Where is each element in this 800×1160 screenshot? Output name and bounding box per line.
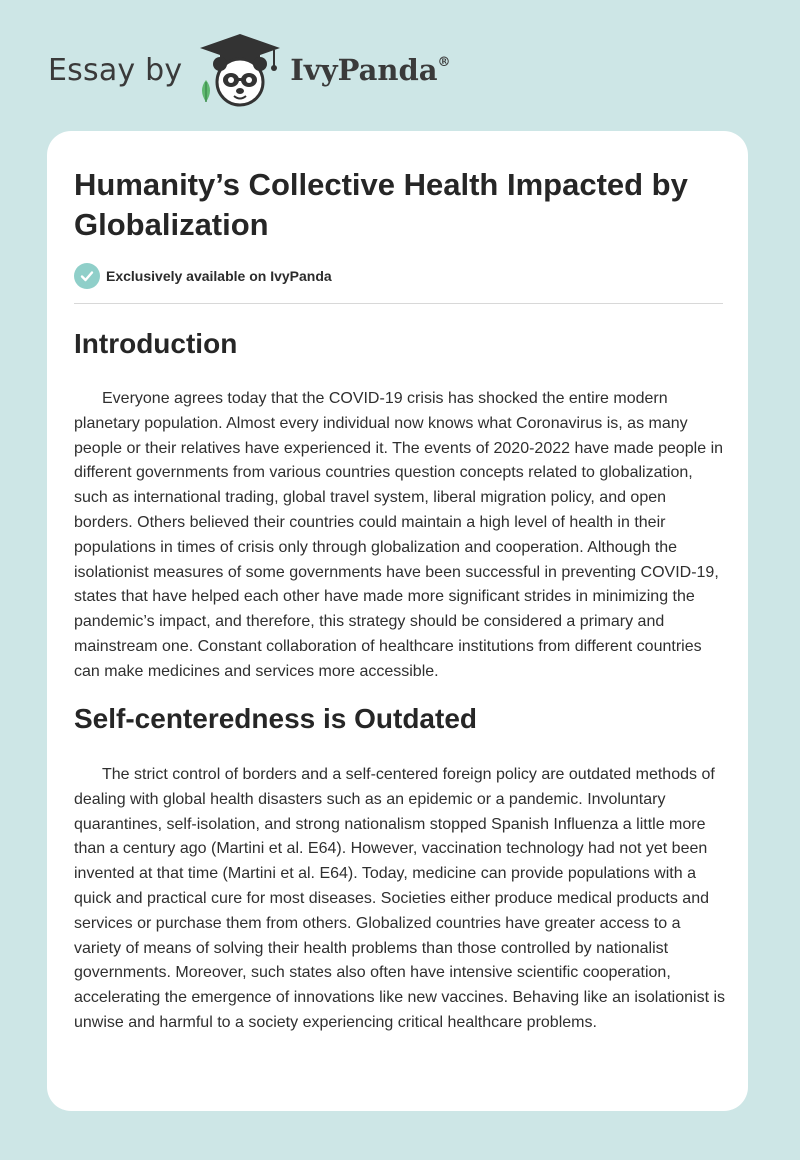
section-heading-self-centeredness: Self-centeredness is Outdated bbox=[74, 703, 478, 734]
essay-title: Humanity’s Collective Health Impacted by Globalization bbox=[74, 167, 688, 242]
panda-graduate-icon[interactable] bbox=[196, 32, 284, 108]
divider bbox=[74, 303, 723, 304]
section-heading-introduction: Introduction bbox=[74, 328, 238, 359]
essay-by-label: Essay by bbox=[48, 52, 183, 88]
site-header bbox=[48, 30, 451, 110]
essay-card bbox=[47, 131, 748, 1111]
section-paragraph-introduction: Everyone agrees today that the COVID-19 crisis has shocked the entire modern planetary population. Almost every individual now knows what Coronavirus is, as many people or their relatives have experienced it. The events of 2020-2022 have made people in different governments from various countries question concepts related to globalization, such as international trading, global travel system, liberal migration policy, and open borders. Others believed their countries could maintain a high level of health in their populations in times of crisis only through globalization and cooperation. Although the isolationist measures of some governments have been successful in preventing COVID-19, states that have helped each other have made more significant strides in minimizing the pandemic’s impact, and therefore, this strategy should be considered a primary and mainstream one. Constant collaboration of healthcare institutions from different countries can make medicines and services more accessible. bbox=[74, 390, 724, 680]
section-paragraph-self-centeredness: The strict control of borders and a self-centered foreign policy are outdated methods of dealing with global health disasters such as an epidemic or a pandemic. Involuntary quarantines, self-isolation, and strong nationalism stopped Spanish Influenza a little more than a century ago (Martini et al. E64). However, vaccination technology had not yet been invented at that time (Martini et al. E64). Today, medicine can provide populations with a quick and practical cure for most diseases. Societies either produce medical products and services or purchase them from others. Globalized countries have greater access to a variety of means of solving their health problems than those controlled by nationalist governments. Moreover, such states also often have intensive scientific cooperation, accelerating the emergence of innovations like new vaccines. Behaving like an isolationist is unwise and harmful to a society experiencing critical healthcare problems. bbox=[74, 766, 726, 1031]
exclusive-label: Exclusively available on IvyPanda bbox=[106, 268, 332, 284]
brand-name[interactable]: IvyPanda® bbox=[290, 53, 451, 87]
exclusive-badge bbox=[74, 263, 332, 289]
check-icon bbox=[74, 263, 100, 289]
